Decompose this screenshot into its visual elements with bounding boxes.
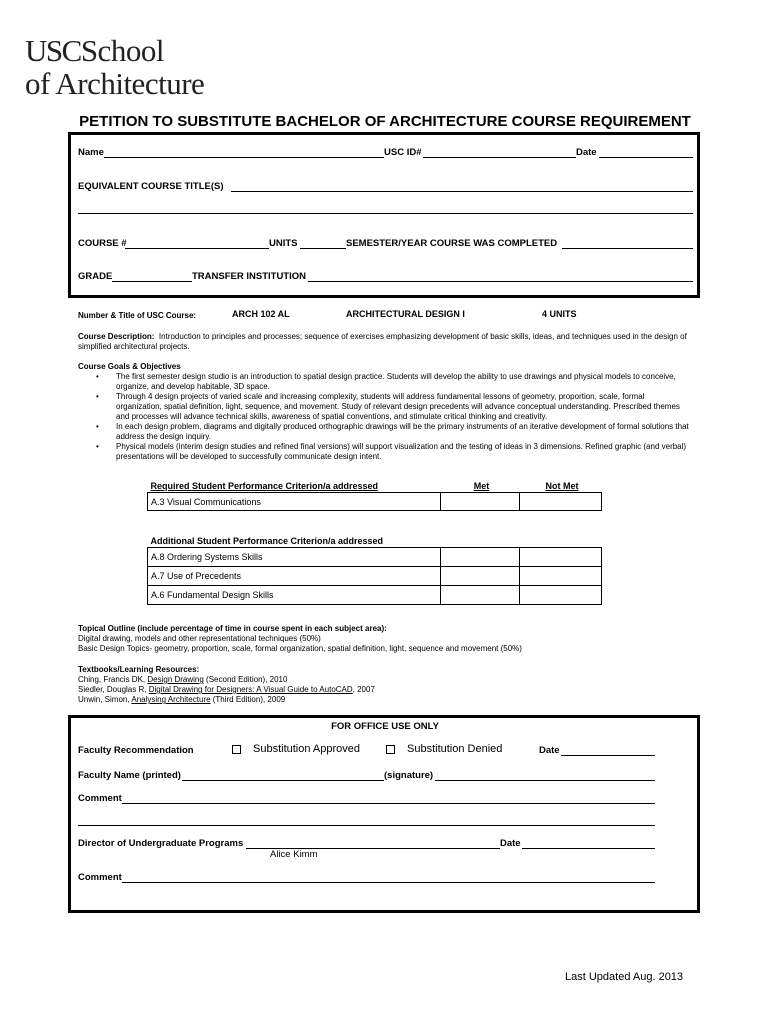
course-name: ARCHITECTURAL DESIGN I <box>346 309 465 319</box>
name-label: Name <box>78 147 104 158</box>
course-goal-item: • Through 4 design projects of varied scale and increasing complexity, students will address fundamental lessons of geometry, proportion, scale, formal organization, spatial definition, light, sequence, and movement. Study of relevant design precedents will advance conceptual understanding. Prescribed themes and processes will advance technical skills, awareness of spatial conventions, and stimulate critical thinking and creativity. <box>116 392 690 422</box>
school-logo-line1: USCSchool <box>25 33 164 68</box>
met-cell[interactable] <box>441 493 520 511</box>
faculty-recommendation-label: Faculty Recommendation <box>78 745 194 756</box>
office-date-field[interactable] <box>561 755 655 756</box>
denied-label: Substitution Denied <box>407 743 503 755</box>
course-number-field[interactable] <box>125 248 269 249</box>
textbooks-label: Textbooks/Learning Resources: <box>78 665 200 674</box>
criterion-name: A.8 Ordering Systems Skills <box>148 548 441 567</box>
table-row <box>148 548 602 567</box>
usc-id-field[interactable] <box>423 157 576 158</box>
topical-line: Digital drawing, models and other representational techniques (50%) <box>78 634 321 643</box>
school-logo-line2: of Architecture <box>25 66 205 101</box>
textbook-item: Siedler, Douglas R, Digital Drawing for Designers: A Visual Guide to AutoCAD, 2007 <box>78 685 375 694</box>
course-units: 4 UNITS <box>542 309 577 319</box>
name-field[interactable] <box>104 157 384 158</box>
criterion-name: A.7 Use of Precedents <box>148 567 441 586</box>
topical-outline <box>78 624 698 654</box>
comment-field-3[interactable] <box>122 882 655 883</box>
table-row <box>148 567 602 586</box>
equivalent-course-label: EQUIVALENT COURSE TITLE(S) <box>78 181 224 192</box>
usc-id-label: USC ID# <box>384 147 422 158</box>
not-met-cell[interactable] <box>520 493 602 511</box>
faculty-name-field[interactable] <box>182 780 384 781</box>
course-goal-item: • In each design problem, diagrams and digitally produced orthographic drawings will be the primary instruments of an iterative development of formal solutions that address the design inquiry. <box>116 422 690 442</box>
director-date-label: Date <box>500 838 521 849</box>
comment-label: Comment <box>78 793 122 804</box>
course-description-label: Course Description: <box>78 332 155 341</box>
equivalent-course-field[interactable] <box>231 191 693 192</box>
grade-field[interactable] <box>112 281 192 282</box>
date-field[interactable] <box>599 157 693 158</box>
textbooks <box>78 665 698 705</box>
substitution-approved-option[interactable] <box>232 743 360 755</box>
additional-criteria-header: Additional Student Performance Criterion/a addressed <box>150 535 384 546</box>
comment-field[interactable] <box>122 803 655 804</box>
met-header: Met <box>473 480 490 491</box>
additional-criteria-table <box>147 535 602 605</box>
page-title: PETITION TO SUBSTITUTE BACHELOR OF ARCHITECTURE COURSE REQUIREMENT <box>79 113 691 130</box>
course-goals-label: Course Goals & Objectives <box>78 362 181 371</box>
last-updated: Last Updated Aug. 2013 <box>565 971 684 983</box>
not-met-cell[interactable] <box>520 567 602 586</box>
criterion-name: A.6 Fundamental Design Skills <box>148 586 441 605</box>
office-use-heading: FOR OFFICE USE ONLY <box>331 721 439 732</box>
grade-label: GRADE <box>78 271 113 282</box>
faculty-name-label: Faculty Name (printed) <box>78 770 181 781</box>
semester-label: SEMESTER/YEAR COURSE WAS COMPLETED <box>346 238 558 249</box>
topical-line: Basic Design Topics- geometry, proportion, scale, formal organization, spatial definition, light, sequence and movement (50%) <box>78 644 522 653</box>
denied-checkbox[interactable] <box>386 745 395 754</box>
director-label: Director of Undergraduate Programs <box>78 838 244 849</box>
equivalent-course-field-2[interactable] <box>78 213 693 214</box>
textbook-item: Unwin, Simon, Analysing Architecture (Third Edition), 2009 <box>78 695 286 704</box>
course-goal-item: • Physical models (interim design studies and refined final versions) will support visualization and the testing of ideas in 3 dimensions. Refined graphic (and verbal) presentations will be developed to successfully communicate design intent. <box>116 442 690 462</box>
course-description-text: Introduction to principles and processes; sequence of exercises emphasizing development of basic skills, ideas, and techniques used in the design of simplified architectural projects. <box>78 332 687 351</box>
met-cell[interactable] <box>441 586 520 605</box>
not-met-header: Not Met <box>545 480 579 491</box>
course-number-title-label: Number & Title of USC Course: <box>78 311 197 320</box>
course-number-label: COURSE # <box>78 238 127 249</box>
required-criteria-table <box>147 480 602 511</box>
course-number: ARCH 102 AL <box>232 309 290 319</box>
office-date-label: Date <box>539 745 560 756</box>
comment-field-2[interactable] <box>78 825 655 826</box>
course-goal-item: • The first semester design studio is an introduction to spatial design practice. Students will develop the ability to use drawings and physical models to conceive, organize, and develop habitable, 3D space. <box>116 372 690 392</box>
transfer-label: TRANSFER INSTITUTION <box>192 271 306 282</box>
director-name: Alice Kimm <box>270 849 318 860</box>
semester-field[interactable] <box>562 248 693 249</box>
table-row <box>148 493 602 511</box>
course-description <box>78 332 698 352</box>
units-field[interactable] <box>300 248 346 249</box>
approved-checkbox[interactable] <box>232 745 241 754</box>
comment-label-2: Comment <box>78 872 122 883</box>
substitution-denied-option[interactable] <box>386 743 502 755</box>
textbook-item: Ching, Francis DK, Design Drawing (Second Edition), 2010 <box>78 675 288 684</box>
director-date-field[interactable] <box>522 848 655 849</box>
transfer-field[interactable] <box>308 281 693 282</box>
approved-label: Substitution Approved <box>253 743 361 755</box>
date-label: Date <box>576 147 597 158</box>
topical-outline-label: Topical Outline (include percentage of time in course spent in each subject area): <box>78 624 387 633</box>
course-goals-list <box>78 372 690 462</box>
not-met-cell[interactable] <box>520 548 602 567</box>
met-cell[interactable] <box>441 567 520 586</box>
met-cell[interactable] <box>441 548 520 567</box>
units-label: UNITS <box>269 238 298 249</box>
required-criteria-header: Required Student Performance Criterion/a addressed <box>150 480 379 491</box>
not-met-cell[interactable] <box>520 586 602 605</box>
signature-label: (signature) <box>384 770 434 781</box>
table-row <box>148 586 602 605</box>
criterion-name: A.3 Visual Communications <box>148 493 441 511</box>
signature-field[interactable] <box>435 780 655 781</box>
